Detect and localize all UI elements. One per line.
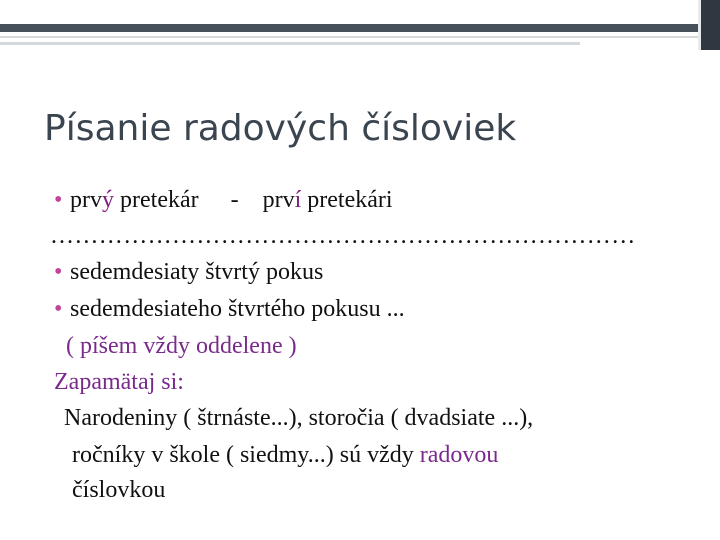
bullet-line-2	[54, 258, 323, 286]
remember-label: Zapamätaj si:	[54, 369, 184, 395]
dash-separator: -	[230, 187, 239, 213]
corner-decorative-block	[701, 0, 720, 50]
bullet-icon: •	[54, 187, 63, 213]
word-second-prefix: prv	[262, 187, 295, 213]
bullet-line-2-text: sedemdesiaty štvrtý pokus	[70, 259, 324, 285]
word-first-prefix: prv	[70, 187, 102, 213]
word-first-ending: ý	[102, 187, 114, 213]
remember-line-1: Narodeniny ( štrnáste...), storočia ( dvadsiate ...),	[64, 405, 534, 431]
bullet-line-3-text: sedemdesiateho štvrtého pokusu ...	[70, 296, 405, 322]
bullet-line-1	[54, 186, 393, 214]
top-decorative-line	[0, 36, 698, 38]
word-second-suffix: pretekári	[301, 187, 393, 213]
bullet-icon: •	[54, 259, 63, 285]
remember-line-2-text: ročníky v škole ( siedmy...) sú vždy	[72, 442, 420, 468]
slide-title: Písanie radových čísloviek	[44, 108, 517, 149]
remember-line-2-accent: radovou	[419, 442, 499, 468]
remember-line-3: číslovkou	[72, 477, 166, 503]
bullet-line-3	[54, 295, 405, 323]
word-first-suffix: pretekár	[114, 187, 199, 213]
word-second-ending: í	[294, 187, 302, 213]
dotted-line: ………………………………………………………………	[50, 223, 636, 249]
top-decorative-bar	[0, 24, 698, 32]
bullet-icon: •	[54, 296, 63, 322]
note-text: ( píšem vždy oddelene )	[66, 333, 297, 359]
remember-line-2	[72, 441, 498, 469]
top-decorative-line-secondary	[0, 42, 580, 45]
